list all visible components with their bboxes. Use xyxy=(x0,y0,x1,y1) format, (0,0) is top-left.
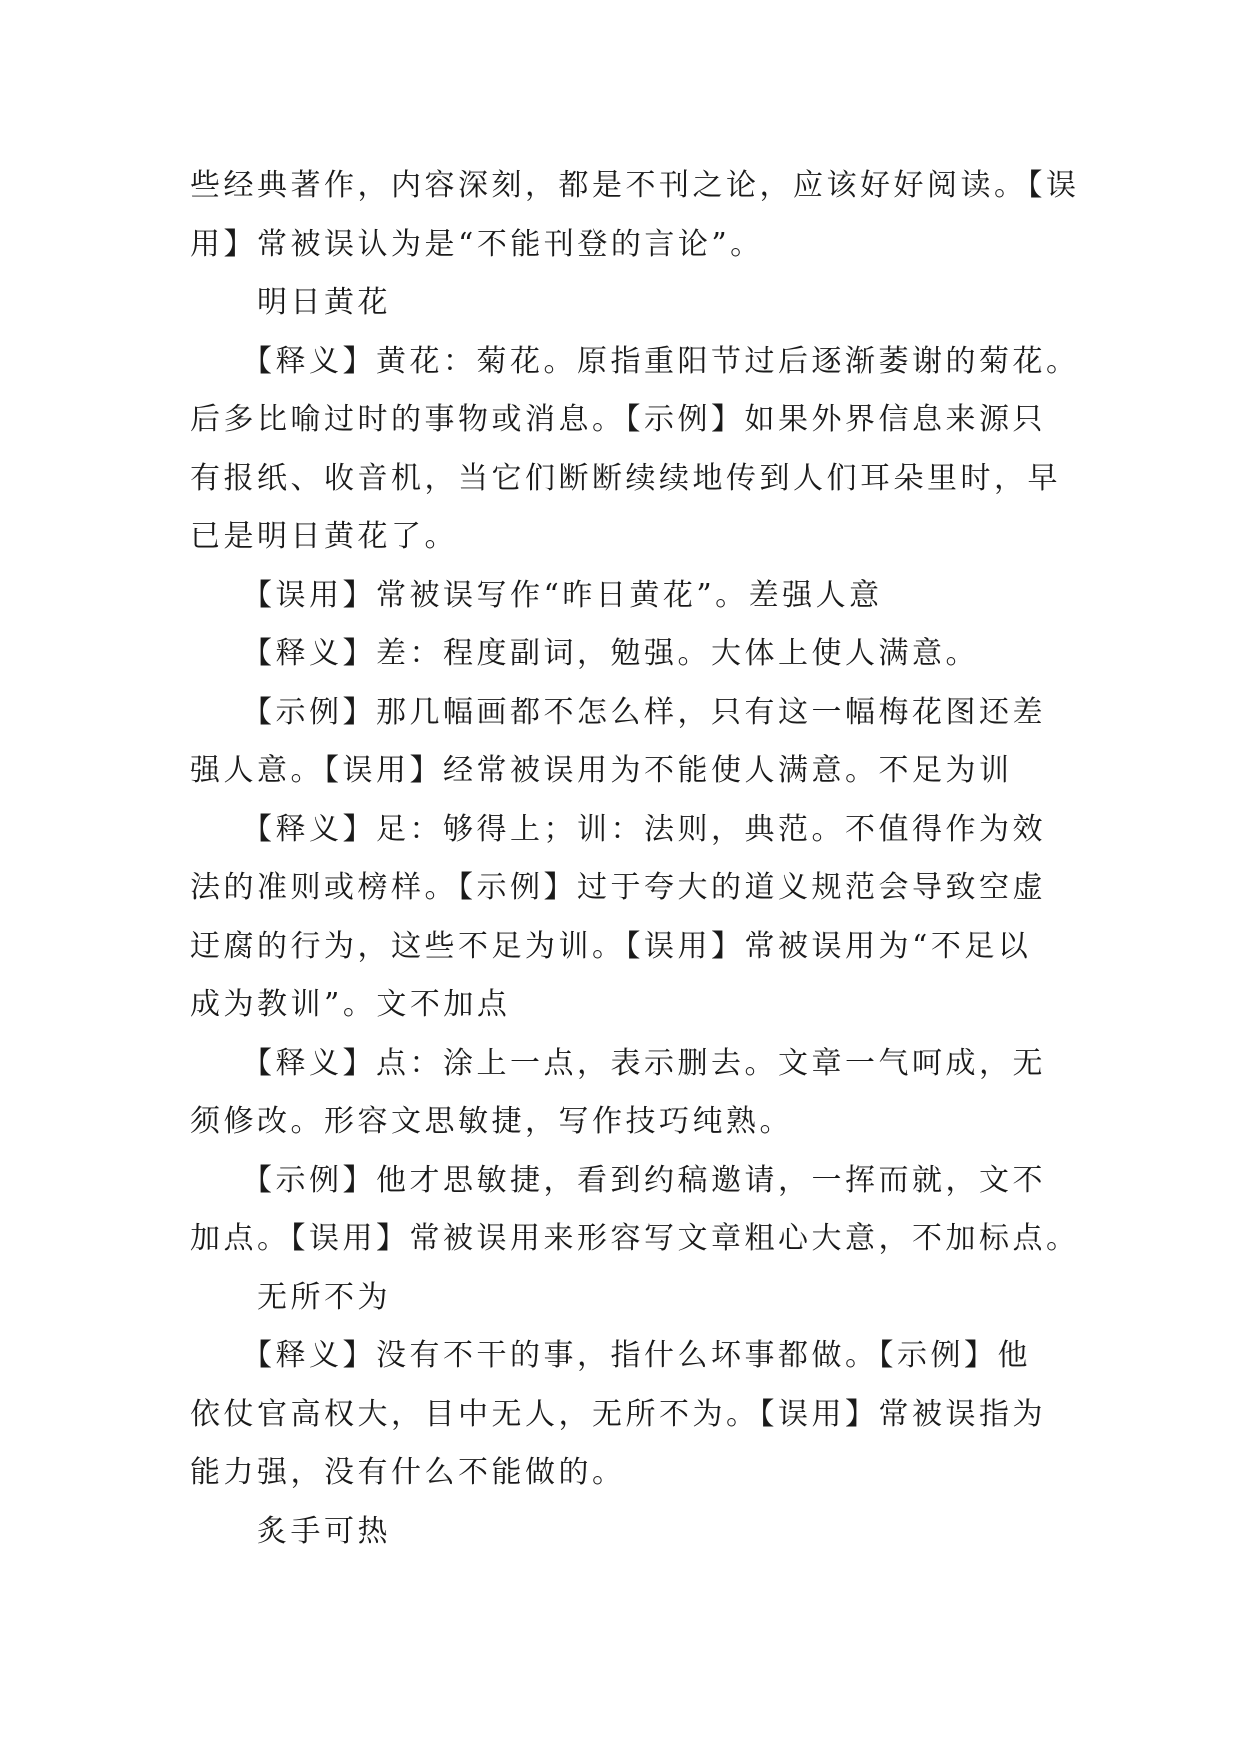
document-body xyxy=(190,157,1080,1561)
idiom-heading: 炙手可热 xyxy=(190,1513,391,1549)
text-line: 迂腐的行为，这些不足为训。【误用】常被误用为“不足以 xyxy=(190,928,1032,964)
text-line: 已是明日黄花了。 xyxy=(190,519,458,554)
text-line: 须修改。形容文思敏捷，写作技巧纯熟。 xyxy=(190,1104,793,1139)
text-line: 加点。【误用】常被误用来形容写文章粗心大意，不加标点。 xyxy=(190,1221,1080,1256)
text-line: 成为教训”。文不加点 xyxy=(190,987,511,1022)
text-line: 能力强，没有什么不能做的。 xyxy=(190,1455,626,1490)
text-line: 【示例】他才思敏捷，看到约稿邀请，一挥而就，文不 xyxy=(190,1162,1046,1198)
text-line: 强人意。【误用】经常被误用为不能使人满意。不足为训 xyxy=(190,753,1013,788)
idiom-heading: 明日黄花 xyxy=(190,285,391,320)
text-line: 后多比喻过时的事物或消息。【示例】如果外界信息来源只 xyxy=(190,402,1046,437)
text-line: 法的准则或榜样。【示例】过于夸大的道义规范会导致空虚 xyxy=(190,870,1046,905)
text-line: 【释义】足：够得上；训：法则，典范。不值得作为效 xyxy=(190,811,1046,847)
text-line: 【释义】差：程度副词，勉强。大体上使人满意。 xyxy=(190,636,979,671)
text-line: 些经典著作，内容深刻，都是不刊之论，应该好好阅读。【误 xyxy=(190,168,1080,203)
text-line: 用】常被误认为是“不能刊登的言论”。 xyxy=(190,226,764,262)
text-line: 有报纸、收音机，当它们断断续续地传到人们耳朵里时，早 xyxy=(190,460,1061,496)
idiom-heading: 无所不为 xyxy=(190,1279,391,1315)
text-line: 【释义】点：涂上一点，表示删去。文章一气呵成，无 xyxy=(190,1045,1046,1081)
text-line: 【误用】常被误写作“昨日黄花”。差强人意 xyxy=(190,577,883,613)
text-line: 【释义】黄花：菊花。原指重阳节过后逐渐萎谢的菊花。 xyxy=(190,343,1080,379)
text-line: 【释义】没有不干的事，指什么坏事都做。【示例】他 xyxy=(190,1338,1031,1373)
text-line: 【示例】那几幅画都不怎么样，只有这一幅梅花图还差 xyxy=(190,694,1046,730)
text-line: 依仗官高权大，目中无人，无所不为。【误用】常被误指为 xyxy=(190,1396,1046,1432)
